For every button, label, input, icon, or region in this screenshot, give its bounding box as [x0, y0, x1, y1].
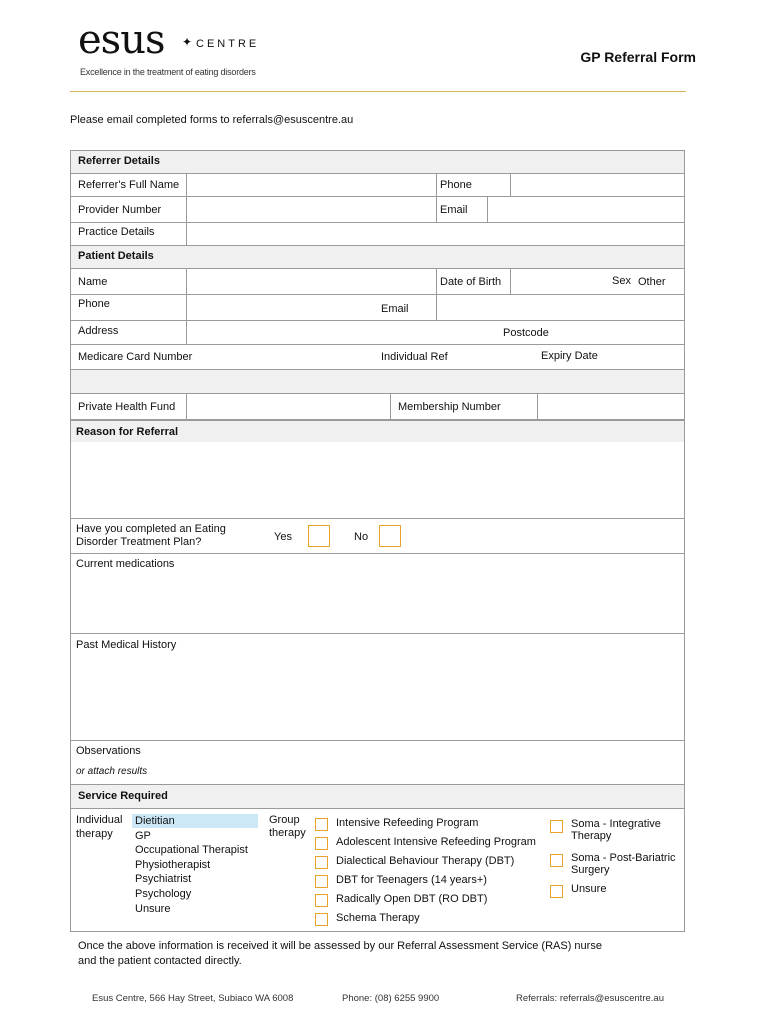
- referrer-email-field[interactable]: [488, 197, 684, 221]
- reason-heading: Reason for Referral: [76, 426, 179, 438]
- sex-select[interactable]: Other: [638, 276, 666, 288]
- history-label: Past Medical History: [76, 639, 177, 651]
- program-label: Schema Therapy: [336, 912, 420, 924]
- program-checkbox[interactable]: [315, 913, 328, 926]
- individual-option[interactable]: Occupational Therapist: [135, 844, 248, 857]
- plan-yes-label: Yes: [274, 531, 292, 543]
- practice-details-field[interactable]: [187, 223, 684, 244]
- soma-checkbox[interactable]: [550, 885, 563, 898]
- logo-centre: CENTRE: [196, 38, 260, 50]
- health-fund-field[interactable]: [187, 394, 390, 419]
- observations-label: Observations: [76, 745, 141, 757]
- program-label: Radically Open DBT (RO DBT): [336, 893, 488, 905]
- medicare-field[interactable]: [71, 370, 684, 393]
- medications-label: Current medications: [76, 558, 175, 570]
- program-label: Adolescent Intensive Refeeding Program: [336, 836, 536, 848]
- dob-label: Date of Birth: [440, 276, 502, 288]
- group-therapy-label-1: Group: [269, 814, 300, 826]
- membership-label: Membership Number: [398, 401, 501, 413]
- referrer-phone-field[interactable]: [511, 174, 684, 195]
- page-title: GP Referral Form: [580, 49, 696, 65]
- address-label: Address: [78, 325, 119, 337]
- patient-name-field[interactable]: [187, 269, 436, 293]
- provider-number-label: Provider Number: [78, 204, 162, 216]
- program-label: DBT for Teenagers (14 years+): [336, 874, 487, 886]
- plan-question-line1: Have you completed an Eating: [76, 523, 226, 535]
- patient-heading: Patient Details: [78, 250, 154, 262]
- individual-option[interactable]: Unsure: [135, 902, 171, 915]
- patient-phone-field[interactable]: [187, 295, 377, 319]
- individual-option[interactable]: Physiotherapist: [135, 858, 211, 871]
- email-instruction: Please email completed forms to referrals@esuscentre.au: [70, 114, 354, 126]
- sex-label: Sex: [612, 275, 631, 287]
- expiry-date-label: Expiry Date: [541, 350, 598, 362]
- dob-field[interactable]: [511, 269, 606, 293]
- program-label: Intensive Refeeding Program: [336, 817, 479, 829]
- soma-label: Unsure: [571, 883, 607, 895]
- individual-option[interactable]: GP: [135, 829, 151, 842]
- program-checkbox[interactable]: [315, 856, 328, 869]
- medications-field[interactable]: [71, 572, 684, 632]
- individual-option[interactable]: Psychiatrist: [135, 873, 192, 886]
- referrer-heading-band: [71, 151, 684, 173]
- plan-no-label: No: [354, 531, 369, 543]
- medicare-label: Medicare Card Number: [78, 351, 193, 363]
- group-therapy-label-2: therapy: [269, 827, 306, 839]
- plan-no-checkbox[interactable]: [379, 525, 401, 547]
- referrer-heading: Referrer Details: [78, 155, 160, 167]
- soma-checkbox[interactable]: [550, 854, 563, 867]
- provider-number-field[interactable]: [187, 197, 436, 221]
- individual-ref-label: Individual Ref: [381, 351, 448, 363]
- observations-sub: or attach results: [76, 766, 148, 777]
- program-checkbox[interactable]: [315, 875, 328, 888]
- address-field[interactable]: [187, 321, 497, 343]
- individual-therapy-label-2: therapy: [76, 828, 113, 840]
- individual-option[interactable]: Psychology: [135, 888, 192, 900]
- patient-heading-band: [71, 246, 684, 268]
- soma-label: Soma - Post-Bariatric: [571, 852, 676, 864]
- plan-yes-checkbox[interactable]: [308, 525, 330, 547]
- referrer-name-field[interactable]: [186, 173, 436, 196]
- history-field[interactable]: [71, 654, 684, 738]
- program-checkbox[interactable]: [315, 818, 328, 831]
- membership-field[interactable]: [538, 394, 684, 419]
- individual-therapy-label-1: Individual: [76, 814, 123, 826]
- referrer-phone-label: Phone: [440, 179, 472, 191]
- referrer-name-label: Referrer's Full Name: [78, 179, 180, 191]
- soma-label: Soma - Integrative: [571, 818, 661, 830]
- referrer-email-label: Email: [440, 204, 468, 216]
- practice-details-label: Practice Details: [78, 226, 155, 238]
- header-divider: [70, 91, 686, 92]
- logo-wordmark: esus: [78, 17, 165, 63]
- reason-field[interactable]: [71, 443, 684, 517]
- closing-text-2: and the patient contacted directly.: [78, 955, 242, 967]
- program-label: Dialectical Behaviour Therapy (DBT): [336, 855, 515, 867]
- observations-field[interactable]: [160, 745, 684, 783]
- postcode-label: Postcode: [503, 327, 549, 339]
- service-heading: Service Required: [78, 790, 168, 802]
- soma-checkbox[interactable]: [550, 820, 563, 833]
- patient-name-label: Name: [78, 276, 108, 288]
- individual-option[interactable]: Dietitian: [135, 815, 175, 827]
- health-fund-label: Private Health Fund: [78, 401, 176, 413]
- patient-phone-label: Phone: [78, 298, 110, 310]
- closing-text-1: Once the above information is received it will be assessed by our Referral Assessment Service (RAS) nurse: [78, 940, 602, 952]
- soma-label-line2: Therapy: [571, 830, 612, 842]
- footer-address: Esus Centre, 566 Hay Street, Subiaco WA 6008: [92, 993, 294, 1004]
- plan-question-line2: Disorder Treatment Plan?: [76, 536, 202, 548]
- footer-phone: Phone: (08) 6255 9900: [342, 993, 440, 1004]
- logo-tagline: Excellence in the treatment of eating disorders: [80, 67, 256, 77]
- soma-label-line2: Surgery: [571, 864, 610, 876]
- patient-email-field[interactable]: [437, 295, 684, 319]
- star-icon: ✦: [182, 35, 193, 49]
- footer-referrals: Referrals: referrals@esuscentre.au: [516, 993, 664, 1004]
- patient-email-label: Email: [381, 303, 409, 315]
- program-checkbox[interactable]: [315, 894, 328, 907]
- program-checkbox[interactable]: [315, 837, 328, 850]
